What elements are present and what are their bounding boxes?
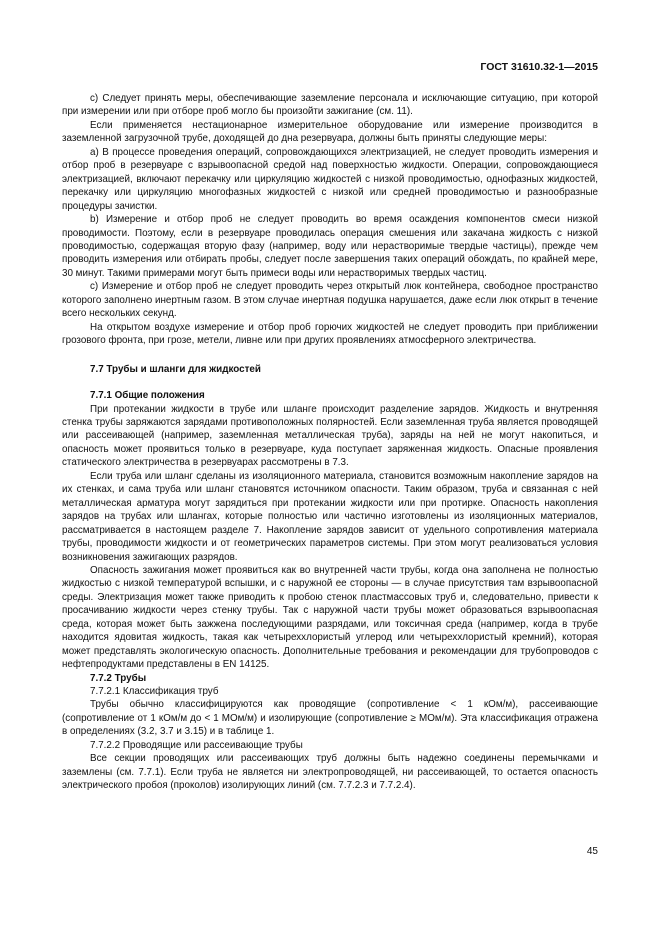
section-heading: 7.7 Трубы и шланги для жидкостей [90,363,261,375]
paragraph: Все секции проводящих или рассеивающих труб должны быть надежно соединены перемычками и заземлены (см. 7.7.1). Если труба не является ни электропроводящей, ни рассеивающей, то остается опасность электрического пробоя (проколов) изолирующих линий (см. 7.7.2.3 и 7.7.2.4). [62,753,598,792]
paragraph: c) Измерение и отбор проб не следует проводить через открытый люк контейнера, свободное пространство которого заполнено инертным газом. В этом случае инертная подушка нарушается, даже если люк открыт в течение всего нескольких секунд. [62,281,598,320]
paragraph: При протекании жидкости в трубе или шланге происходит разделение зарядов. Жидкость и внутренняя стенка трубы заряжаются зарядами противоположных полярностей. Если заземленная труба является проводящей или рассеивающей (например, заземленная металлическая труба), заряды на ней не могут накопиться, и опасность может проявиться только в резервуаре, куда поступает заряженная жидкость. Опасные проявления статического электричества в резервуарах рассмотрены в 7.3. [62,403,598,469]
page-number: 45 [586,846,598,857]
clause-heading: 7.7.2.2 Проводящие или рассеивающие трубы [90,739,303,751]
subsection-heading: 7.7.2 Трубы [90,672,147,684]
paragraph: Если труба или шланг сделаны из изоляционного материала, становится возможным накопление зарядов на их стенках, и сама труба или шланг становятся источником опасности. Таким образом, труба и связанная с ней металлическая арматура могут зарядиться при протекании жидкости или при протирке. Опасность накопления зарядов на трубах или шлангах, которые полностью или частично изготовлены из изоляционных материалов, рассматривается в настоящем разделе 7. Накопление зарядов зависит от удельного сопротивления материала трубы, проводимости жидкости и от геометрических параметров системы. При этом могут реализоваться условия возникновения зажигающих разрядов. [62,470,598,563]
paragraph: Если применяется нестационарное измерительное оборудование или измерение производится в заземленной загрузочной трубе, доходящей до дна резервуара, должны быть приняты следующие меры: [62,119,598,145]
subsection-heading: 7.7.1 Общие положения [90,390,205,402]
page-content [62,92,598,793]
paragraph: b) Измерение и отбор проб не следует проводить во время осаждения компонентов смеси низкой проводимости. Поэтому, если в резервуаре проводилась операция смешения или закачана жидкость с низкой проводимостью, содержащая вторую фазу (например, воду или нерастворимые твердые частицы), прежде чем проводить измерения или отбирать пробы, следует после завершения таких операций обождать, по крайней мере, 30 минут. Такими примерами могут быть примеси воды или нерастворимых твердых частиц. [62,214,598,279]
clause-heading: 7.7.2.1 Классификация труб [90,686,219,698]
paragraph: c) Следует принять меры, обеспечивающие заземление персонала и исключающие ситуацию, при которой при измерении или при отборе проб могло бы произойти зажигание (см. 11). [62,93,598,118]
document-header: ГОСТ 31610.32-1—2015 [480,61,598,73]
paragraph: Опасность зажигания может проявиться как во внутренней части трубы, когда она заполнена не полностью жидкостью с низкой температурой вспышки, и с наружной ее стороны — в случае присутствия там взрывоопасной среды. Электризация может также приводить к пробою стенок пластмассовых труб и, следовательно, привести к просачиванию жидкости через стенку трубы. Так с наружной части трубы может образоваться взрывоопасная среда, которая может быть зажжена последующими разрядами, или токсичная среда (например, когда в трубе находится ядовитая жидкость, такая как четыреххлористый углерод или четыреххлористый кремний), которая может представлять экологическую опасность. Дополнительные требования и рекомендации для трубопроводов с нефтепродуктами представлены в EN 14125. [62,564,598,671]
paragraph: Трубы обычно классифицируются как проводящие (сопротивление < 1 кОм/м), рассеивающие (сопротивление от 1 кОм/м до < 1 МОм/м) и изолирующие (сопротивление ≥ МОм/м). Эта классификация отражена в определениях (3.2, 3.7 и 3.15) и в таблице 1. [62,699,598,738]
paragraph: a) В процессе проведения операций, сопровождающихся электризацией, не следует проводить измерения и отбор проб в резервуаре с взрывоопасной средой над поверхностью жидкости. Операции, сопровождающиеся электризацией, включают перекачку или циркуляцию жидкостей с низкой проводимостью, однофазных жидкостей, перекачку или циркуляцию многофазных жидкостей с низкой или средней проводимостью и разнообразные процедуры зачистки. [62,146,598,212]
paragraph: На открытом воздухе измерение и отбор проб горючих жидкостей не следует проводить при приближении грозового фронта, при грозе, метели, ливне или при других проявлениях атмосферного электричества. [62,321,598,347]
